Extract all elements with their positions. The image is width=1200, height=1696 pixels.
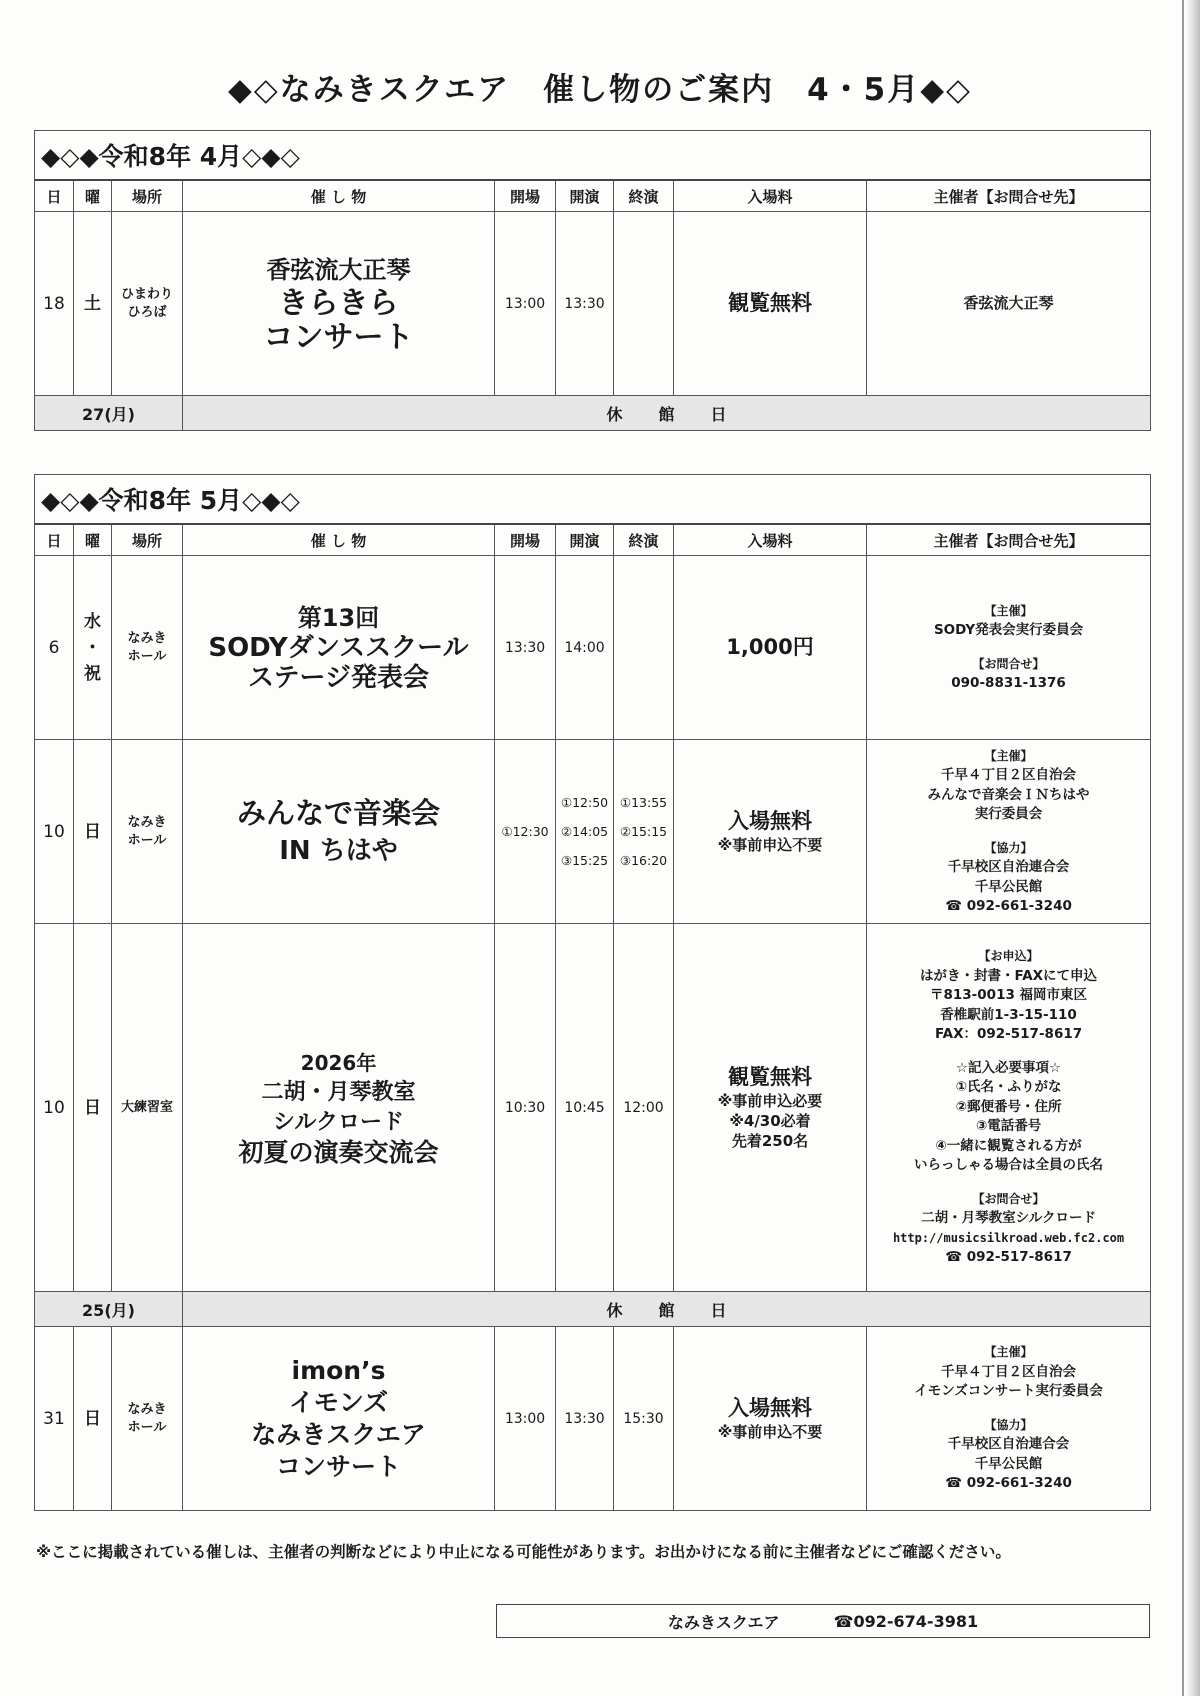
col-event: 催 し 物: [183, 180, 495, 212]
row-day: 18: [35, 212, 74, 396]
row-venue: なみき ホール: [112, 1327, 183, 1511]
col-dow: 曜: [74, 524, 112, 556]
venue-name: なみきスクエア: [667, 1612, 780, 1632]
col-day: 日: [35, 180, 74, 212]
table-row: [35, 556, 1151, 740]
phone-icon-line: ☎ 092-517-8617: [945, 1249, 1072, 1266]
row-open: ①12:30: [495, 740, 556, 924]
row-venue: なみき ホール: [112, 556, 183, 740]
row-day: 6: [35, 556, 74, 740]
page-edge-line: [1182, 0, 1184, 1696]
row-event: imon’s イモンズ なみきスクエア コンサート: [183, 1327, 495, 1511]
may-heading: ◆◇◆令和8年 5月◇◆◇: [35, 475, 1151, 525]
phone-icon-line: ☎ 092-661-3240: [945, 1475, 1072, 1492]
row-dow: 日: [74, 1327, 112, 1511]
row-day: 10: [35, 924, 74, 1292]
row-start: 13:30: [556, 212, 614, 396]
col-fee: 入場料: [674, 180, 867, 212]
venue-contact-box: [496, 1604, 1150, 1638]
row-dow: 水 ・ 祝: [74, 556, 112, 740]
row-organizer: 【お申込】 はがき・封書・FAXにて申込 〒813-0013 福岡市東区 香椎駅前1-3-15-110 FAX：092-517-8617 ☆記入必要事項☆ ①氏名・ふりがな ②郵便番号・住所 ③電話番号 ④一緒に観覧される方が いらっしゃる場合は全員の氏名 【お問合せ】 二胡・月琴教室シルクロード http://musicsilkroad.web.fc2.com ☎ 092-517-8617: [867, 924, 1151, 1292]
closed-day-row: [35, 1292, 1151, 1327]
row-venue: なみき ホール: [112, 740, 183, 924]
row-fee: 1,000円: [674, 556, 867, 740]
row-start: ①12:50 ②14:05 ③15:25: [556, 740, 614, 924]
phone-icon-line: ☎ 092-661-3240: [945, 898, 1072, 914]
row-fee: 観覧無料 ※事前申込必要 ※4/30必着 先着250名: [674, 924, 867, 1292]
col-day: 日: [35, 524, 74, 556]
april-schedule-table: [34, 130, 1151, 431]
table-row: [35, 740, 1151, 924]
disclaimer-note: ※ここに掲載されている催しは、主催者の判断などにより中止になる可能性があります。お出かけになる前に主催者などにご確認ください。: [36, 1543, 1011, 1561]
row-start: 10:45: [556, 924, 614, 1292]
april-column-headers: [35, 180, 1151, 212]
col-event: 催 し 物: [183, 524, 495, 556]
row-open: 13:00: [495, 212, 556, 396]
row-organizer: 【主催】 SODY発表会実行委員会 【お問合せ】 090-8831-1376: [867, 556, 1151, 740]
row-open: 10:30: [495, 924, 556, 1292]
table-row: [35, 212, 1151, 396]
col-organizer: 主催者【お問合せ先】: [867, 180, 1151, 212]
venue-phone: ☎092-674-3981: [833, 1611, 979, 1631]
page-edge-shadow: [1186, 0, 1200, 1696]
row-end: 12:00: [614, 924, 674, 1292]
col-start: 開演: [556, 524, 614, 556]
col-dow: 曜: [74, 180, 112, 212]
row-organizer: 香弦流大正琴: [867, 212, 1151, 396]
may-schedule-table: [34, 474, 1151, 1511]
closed-date: 25(月): [35, 1292, 183, 1327]
row-day: 31: [35, 1327, 74, 1511]
closed-day-row: [35, 396, 1151, 431]
april-heading: ◆◇◆令和8年 4月◇◆◇: [35, 131, 1151, 181]
row-event: 香弦流大正琴 きらきら コンサート: [183, 212, 495, 396]
may-section-header: [35, 475, 1151, 525]
col-start: 開演: [556, 180, 614, 212]
row-start: 13:30: [556, 1327, 614, 1511]
may-column-headers: [35, 524, 1151, 556]
row-day: 10: [35, 740, 74, 924]
row-dow: 日: [74, 924, 112, 1292]
row-open: 13:00: [495, 1327, 556, 1511]
col-venue: 場所: [112, 524, 183, 556]
col-organizer: 主催者【お問合せ先】: [867, 524, 1151, 556]
row-fee: 入場無料 ※事前申込不要: [674, 1327, 867, 1511]
row-dow: 日: [74, 740, 112, 924]
row-venue: 大練習室: [112, 924, 183, 1292]
row-end: [614, 556, 674, 740]
col-open: 開場: [495, 180, 556, 212]
col-end: 終演: [614, 524, 674, 556]
row-end: ①13:55 ②15:15 ③16:20: [614, 740, 674, 924]
row-venue: ひまわり ひろば: [112, 212, 183, 396]
col-venue: 場所: [112, 180, 183, 212]
row-fee: 入場無料 ※事前申込不要: [674, 740, 867, 924]
table-row: [35, 1327, 1151, 1511]
closed-label: 休館日: [183, 396, 1151, 431]
row-organizer: 【主催】 千早４丁目２区自治会 みんなで音楽会ＩＮちはや 実行委員会 【協力】 千早校区自治連合会 千早公民館 ☎ 092-661-3240: [867, 740, 1151, 924]
row-event: 2026年 二胡・月琴教室 シルクロード 初夏の演奏交流会: [183, 924, 495, 1292]
row-organizer: 【主催】 千早４丁目２区自治会 イモンズコンサート実行委員会 【協力】 千早校区自治連合会 千早公民館 ☎ 092-661-3240: [867, 1327, 1151, 1511]
closed-date: 27(月): [35, 396, 183, 431]
row-event: みんなで音楽会 IN ちはや: [183, 740, 495, 924]
april-section-header: [35, 131, 1151, 181]
row-fee: 観覧無料: [674, 212, 867, 396]
col-end: 終演: [614, 180, 674, 212]
row-dow: 土: [74, 212, 112, 396]
row-event: 第13回 SODYダンススクール ステージ発表会: [183, 556, 495, 740]
row-end: 15:30: [614, 1327, 674, 1511]
row-open: 13:30: [495, 556, 556, 740]
website-url: http://musicsilkroad.web.fc2.com: [892, 1230, 1125, 1245]
row-start: 14:00: [556, 556, 614, 740]
col-fee: 入場料: [674, 524, 867, 556]
table-row: [35, 924, 1151, 1292]
closed-label: 休館日: [183, 1292, 1151, 1327]
row-end: [614, 212, 674, 396]
page-title: ◆◇なみきスクエア 催し物のご案内 4・5月◆◇: [228, 72, 972, 108]
col-open: 開場: [495, 524, 556, 556]
